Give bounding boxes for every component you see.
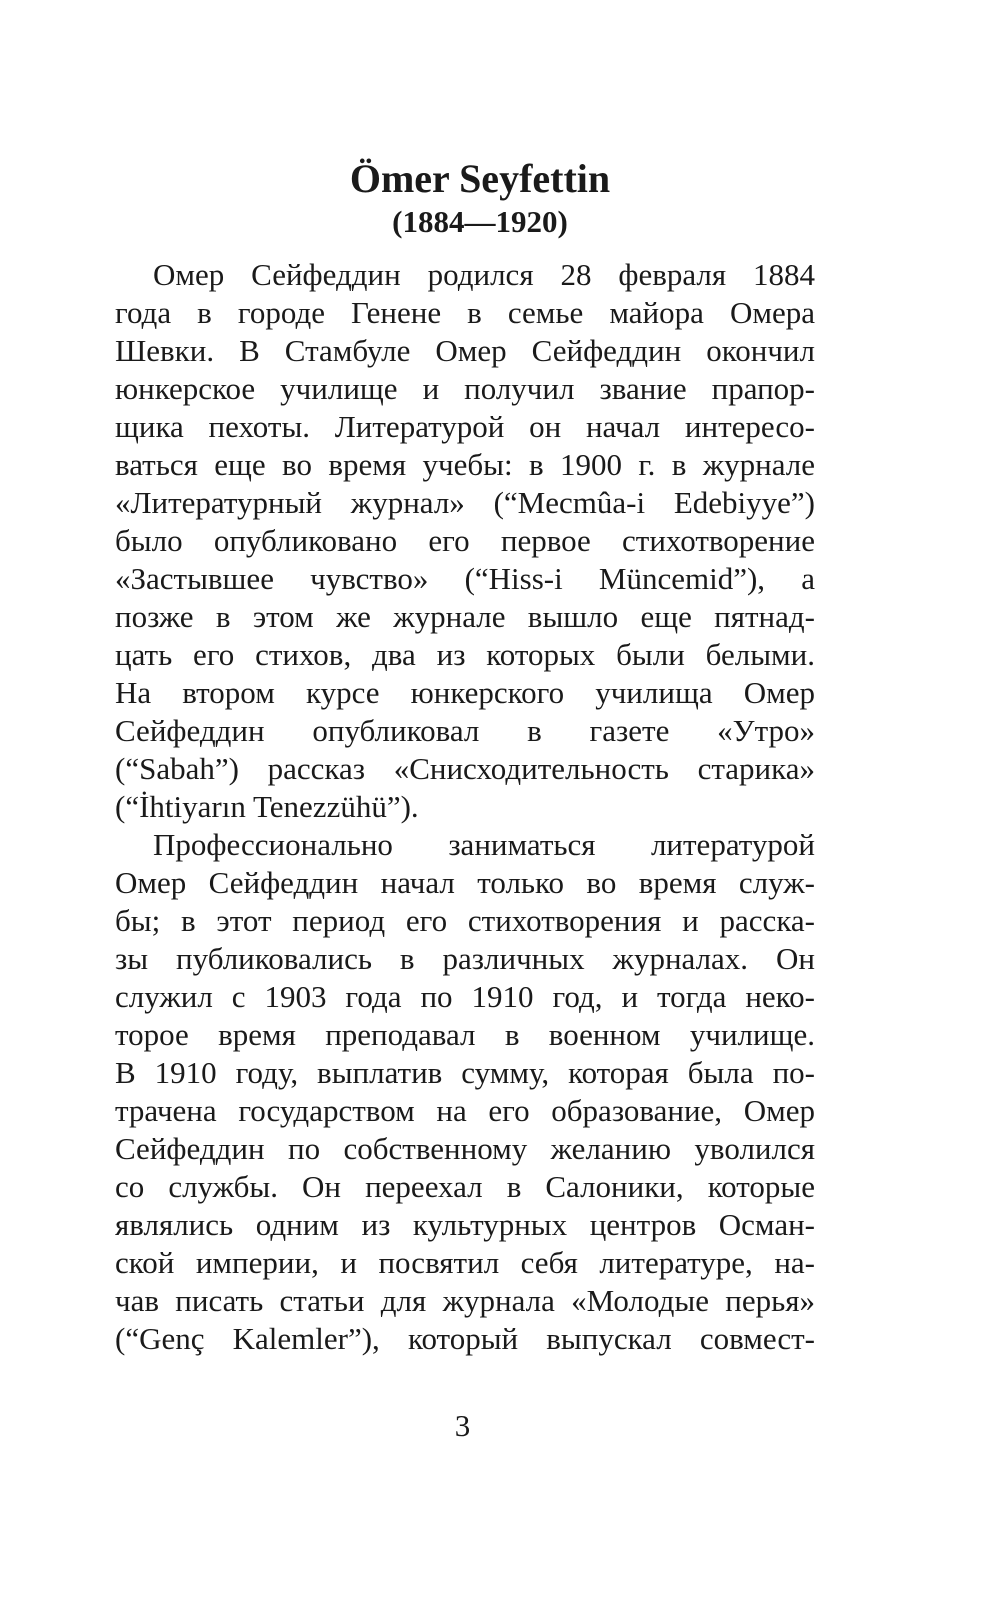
- text-line: «Литературный журнал» (“Mecmûa-i Edebiyye”): [115, 485, 815, 520]
- text-line: (“Sabah”) рассказ «Снисходительность старика»: [115, 751, 815, 786]
- text-line: позже в этом же журнале вышло еще пятнад-: [115, 599, 815, 634]
- text-line: «Застывшее чувство» (“Hiss-i Müncemid”), а: [115, 561, 815, 596]
- text-line: зы публиковались в различных журналах. Он: [115, 941, 815, 976]
- text-line: ской империи, и посвятил себя литературе, на-: [115, 1245, 815, 1280]
- paragraph-1: [115, 256, 815, 826]
- text-line: Сейфеддин опубликовал в газете «Утро»: [115, 713, 815, 748]
- text-line: На втором курсе юнкерского училища Омер: [115, 675, 815, 710]
- text-line: Профессионально заниматься литературой: [153, 827, 815, 862]
- text-line: Омер Сейфеддин начал только во время служ-: [115, 865, 815, 900]
- text-line: было опубликовано его первое стихотворение: [115, 523, 815, 558]
- text-line: бы; в этот период его стихотворения и расска-: [115, 903, 815, 938]
- text-line: юнкерское училище и получил звание прапор-: [115, 371, 815, 406]
- text-line: являлись одним из культурных центров Осман-: [115, 1207, 815, 1242]
- text-line: щика пехоты. Литературой он начал интересо-: [115, 409, 815, 444]
- text-line: цать его стихов, два из которых были белыми.: [115, 637, 815, 672]
- text-line: трачена государством на его образование, Омер: [115, 1093, 815, 1128]
- text-line: Омер Сейфеддин родился 28 февраля 1884: [153, 257, 815, 292]
- body-text: [115, 256, 815, 1358]
- text-line: В 1910 году, выплатив сумму, которая была по-: [115, 1055, 815, 1090]
- life-years: (1884—1920): [392, 204, 568, 239]
- text-line: (“İhtiyarın Tenezzühü”).: [115, 789, 419, 824]
- page-title: Ömer Seyfettin: [349, 156, 611, 201]
- text-line: со службы. Он переехал в Салоники, которые: [115, 1169, 815, 1204]
- text-line: Шевки. В Стамбуле Омер Сейфеддин окончил: [115, 333, 815, 368]
- text-line: ваться еще во время учебы: в 1900 г. в журнале: [115, 447, 815, 482]
- page-number: 3: [454, 1408, 471, 1443]
- text-line: (“Genç Kalemler”), который выпускал совмест-: [115, 1321, 815, 1356]
- text-line: Сейфеддин по собственному желанию уволился: [115, 1131, 815, 1166]
- text-line: служил с 1903 года по 1910 год, и тогда неко-: [115, 979, 815, 1014]
- text-line: года в городе Генене в семье майора Омера: [115, 295, 815, 330]
- text-line: торое время преподавал в военном училище.: [115, 1017, 815, 1052]
- paragraph-2: [115, 826, 815, 1358]
- text-line: чав писать статьи для журнала «Молодые перья»: [115, 1283, 815, 1318]
